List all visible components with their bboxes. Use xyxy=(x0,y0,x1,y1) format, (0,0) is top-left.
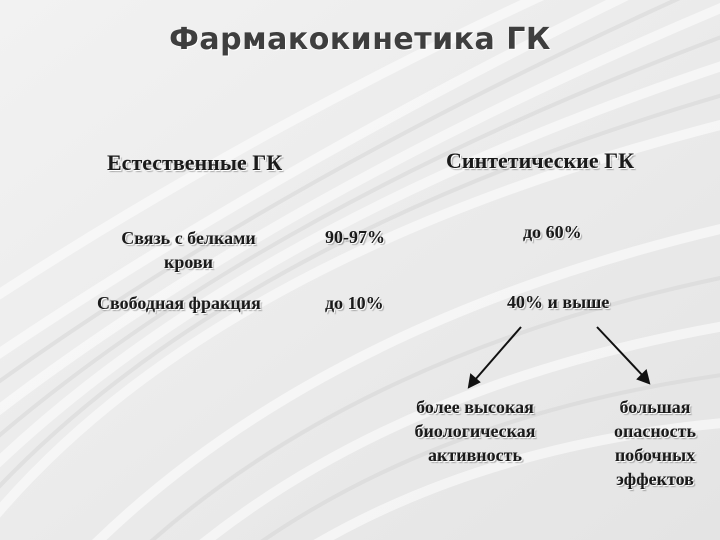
column-header-natural: Естественные ГК xyxy=(107,150,283,175)
consequence-left xyxy=(380,395,570,467)
consequence-line: побочных xyxy=(614,445,696,465)
synthetic-protein-binding-value: до 60% xyxy=(523,222,582,242)
arrow-left-line xyxy=(474,327,521,381)
synthetic-free-fraction-value: 40% и выше xyxy=(507,292,610,312)
natural-free-fraction-value: до 10% xyxy=(325,293,384,313)
row-label-line: крови xyxy=(163,252,214,272)
consequence-line: активность xyxy=(427,445,523,465)
consequence-line: опасность xyxy=(613,421,697,441)
page-title: Фармакокинетика ГК xyxy=(169,22,551,57)
row-label-line: Связь с белками xyxy=(121,228,256,248)
consequence-line: большая xyxy=(619,397,691,417)
row-free-fraction-label: Свободная фракция xyxy=(97,293,261,313)
arrow-right-line xyxy=(597,327,644,377)
column-header-synthetic: Синтетические ГК xyxy=(446,148,635,173)
consequence-right xyxy=(580,395,720,491)
consequence-line: эффектов xyxy=(616,469,694,489)
natural-protein-binding-value: 90-97% xyxy=(325,227,385,247)
consequence-line: более высокая xyxy=(416,397,534,417)
consequence-line: биологическая xyxy=(414,421,536,441)
